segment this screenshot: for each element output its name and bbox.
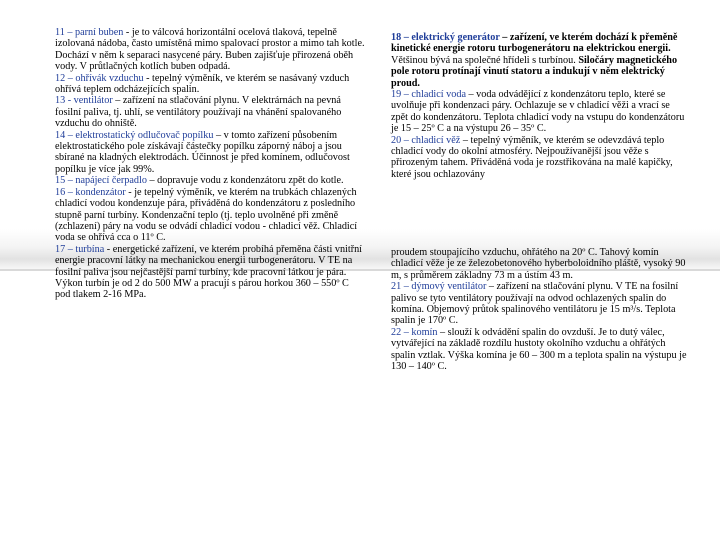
entry-12 xyxy=(55,73,365,96)
entry-11-term: 11 – parní buben xyxy=(55,27,124,38)
entry-13 xyxy=(55,95,365,129)
entry-15-term: 15 – napájecí čerpadlo xyxy=(55,175,147,187)
right-column-bottom xyxy=(391,247,687,372)
entry-18-bold-outro: Siločáry magnetického pole rotoru protínají vinutí statoru a indukují v něm elektrický proud. xyxy=(391,54,678,89)
entry-19 xyxy=(391,89,687,135)
entry-17 xyxy=(55,244,365,301)
entry-18-bold-intro: – zařízení, ve kterém dochází k přeměně kinetické energie rotoru turbogenerátoru na elektrickou energii. xyxy=(391,32,678,55)
entry-22-text: – slouží k odvádění spalin do ovzduší. Je to dutý válec, vytvářející na základě rozdílu hustoty okolního vzduchu a ohřátých spalin vztlak. Výška komína je 60 – 300 m a teplota spalin na výstupu je 130 – 140º C. xyxy=(391,326,687,373)
entry-20-term: 20 – chladicí věž xyxy=(391,134,461,146)
entry-16 xyxy=(55,187,365,244)
entry-14 xyxy=(55,130,365,176)
entry-14-text: – v tomto zařízení působením elektrostatického pole získávají částečky popílku záporný náboj a jsou sbírané na kladných elektrodách. Účinnost je před komínem, odlučovost popílku je více jak 99%. xyxy=(55,129,350,175)
entry-21 xyxy=(391,281,687,327)
entry-21-text: – zařízení na stlačování plynu. V TE na fosilní palivo se tyto ventilátory používají na odvod ochlazených spalin do komína. Objemový průtok spalinového ventilátoru je 15 m³/s. Teplota spalin je 170º C. xyxy=(391,281,679,327)
entry-18-text: Většinou bývá na společné hřídeli s turbínou. xyxy=(391,54,579,66)
left-column xyxy=(55,27,365,301)
entry-15 xyxy=(55,175,365,186)
entry-21-term: 21 – dýmový ventilátor xyxy=(391,281,487,293)
entry-11-text: - je to válcová horizontální ocelová tlaková, tepelně izolovaná nádoba, často umístěná mimo spalovací prostor a mimo tah kotle. Dochází v něm k separaci nasycené páry. Buben zajišťuje přirozená oběh vody. V průtlačných kotlích buben odpadá. xyxy=(55,27,365,73)
entry-11 xyxy=(55,27,365,73)
entry-20-text: – tepelný výměník, ve kterém se odevzdává teplo chladicí vody do okolní atmosféry. Nejpoužívanější jsou věže s přirozeným tahem. Přiváděná voda je rozstřikována na malé kapičky, které jsou ochlazovány xyxy=(391,134,673,180)
entry-12-text: - tepelný výměník, ve kterém se nasávaný vzduch ohřívá teplem odcházejících spalin. xyxy=(55,72,350,96)
entry-19-text: – voda odvádějící z kondenzátoru teplo, které se uvolňuje při kondenzaci páry. Ochlazuje se v chladicí věži a vrací se zpět do kondenzátoru. Teplota chladicí vody na vstupu do kondenzátoru je 15 – 25º C a na výstupu 26 – 35º C. xyxy=(391,89,685,135)
entry-17-term: 17 – turbína xyxy=(55,243,105,255)
entry-18 xyxy=(391,32,687,89)
entry-16-term: 16 – kondenzátor xyxy=(55,186,126,198)
entry-20 xyxy=(391,135,687,181)
entry-17-text: - energetické zařízení, ve kterém probíhá přeměna části vnitřní energie pracovní látky na mechanickou energii turbogenerátoru. V TE na fosilní paliva jsou nejčastější parní turbíny, kde pracovní látkou je pára. Výkon turbín je od 2 do 500 MW a pracují s párou horkou 360 – 550º C pod tlakem 2-16 MPa. xyxy=(55,243,363,301)
entry-19-term: 19 – chladicí voda xyxy=(391,89,466,101)
right-column-top xyxy=(391,32,687,180)
entry-15-text: – dopravuje vodu z kondenzátoru zpět do kotle. xyxy=(146,175,344,187)
entry-22 xyxy=(391,327,687,373)
entry-22-term: 22 – komín xyxy=(391,326,438,338)
entry-20-continuation: proudem stoupajícího vzduchu, ohřátého na 20º C. Tahový komín chladicí věže je ze železobetonového hyberboloidního pláště, vysoký 90 m, s průměrem základny 73 m a ústím 43 m. xyxy=(391,247,686,281)
entry-14-term: 14 – elektrostatický odlučovač popílku xyxy=(55,129,214,141)
entry-18-term: 18 – elektrický generátor xyxy=(391,32,500,43)
entry-13-term: 13 - ventilátor xyxy=(55,95,113,107)
entry-13-text: – zařízení na stlačování plynu. V elektrárnách na pevná fosilní paliva, tj. uhlí, se ventilátory používají na vhánění spalovaného vzduchu do ohniště. xyxy=(55,95,342,130)
entry-16-text: - je tepelný výměník, ve kterém na trubkách chlazených chladicí vodou kondenzuje pára, přiváděná do kondenzátoru z posledního stupně parní turbíny. Kondenzační teplo (tj. teplo uvolněné při změně (zchlazení) páry na vodu se odvádí chladicí vodou - chladicí věž. Chladicí voda se ohřívá cca o 11º C. xyxy=(55,186,358,244)
entry-12-term: 12 – ohřívák vzduchu xyxy=(55,72,144,84)
